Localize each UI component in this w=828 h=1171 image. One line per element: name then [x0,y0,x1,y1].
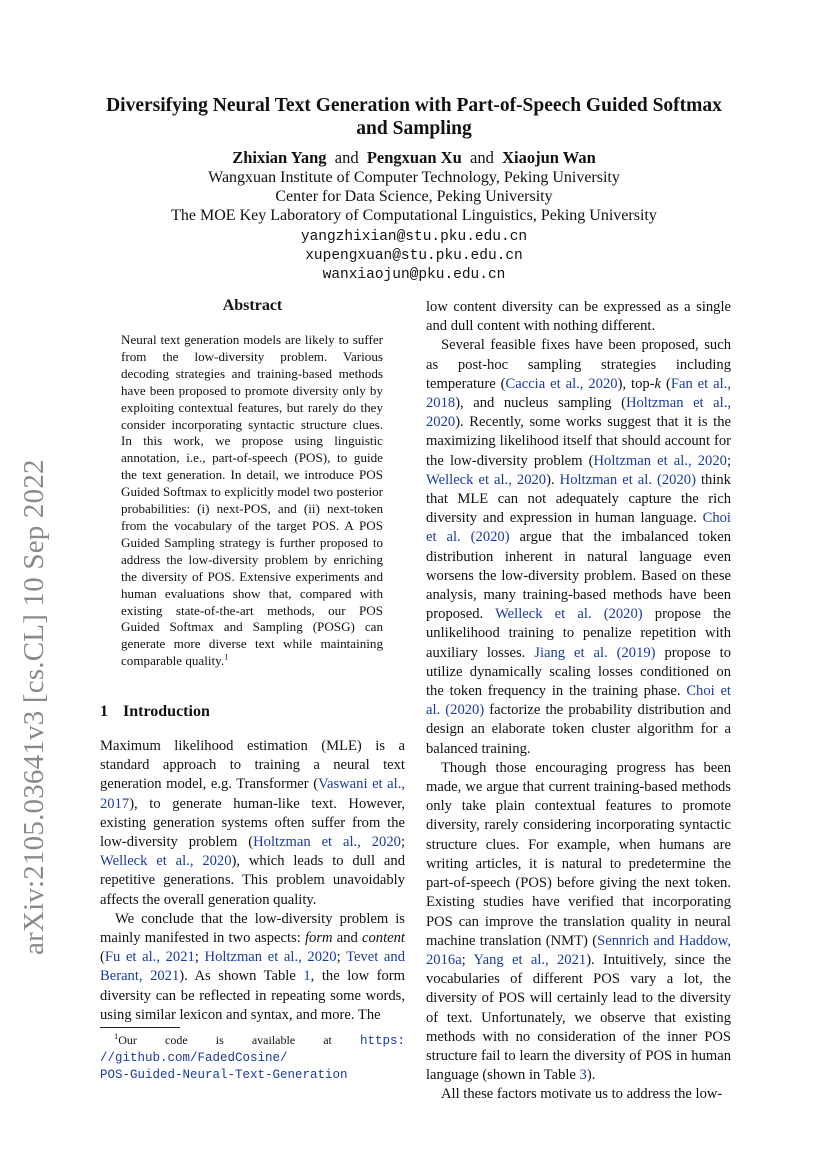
abstract-heading: Abstract [222,297,283,314]
author-email[interactable]: xupengxuan@stu.pku.edu.cn [305,248,523,264]
affiliation-line: The MOE Key Laboratory of Computational Linguistics, Peking University [171,207,657,224]
author-name: Xiaojun Wan [502,148,596,167]
text-run: factorize the probability distribution and design an elaborate token cluster algorithm for a balanced training. [426,702,731,757]
citation-link[interactable]: Fu et al., 2021 [104,949,195,966]
text-run: ). Recently, some works suggest that it is the maximizing likelihood itself that should account for the low-diversity problem ( [426,414,731,469]
citation-link[interactable]: Caccia et al., 2020 [505,375,618,392]
text-run: and [332,930,363,947]
footnote-marker[interactable]: 1 [224,651,229,662]
text-run: ; [336,949,347,966]
citation-link[interactable]: Tevet and Berant, 2021 [100,949,405,985]
text-run: We conclude that the low-diversity problem is mainly manifested in two aspects: [100,910,405,947]
author-list [80,148,748,168]
citation-link[interactable]: Welleck et al., 2020 [100,853,232,870]
section-title: Introduction [123,703,210,720]
footnote-text: Our code is available at [118,1033,360,1047]
author-name: Pengxuan Xu [366,148,462,167]
citation-link[interactable]: Choi et al. (2020) [426,683,731,719]
footnote-url-link[interactable]: POS-Guided-Neural-Text-Generation [100,1068,348,1082]
title-line-2: and Sampling [356,118,472,139]
citation-link[interactable]: Sennrich and Haddow, 2016a [426,932,731,968]
text-run: ; [461,951,474,968]
text-run: Though those encouraging progress has been made, we argue that current training-based methods only take plain contextual features to promote diversity, rarely considering incorporating syntactic structure clues. For example, when humans are writing articles, it is natural to predetermine the part-of-speech (POS) before giving the next token. Existing studies have verified that incorporating POS can improve the translation quality in neural machine translation (NMT) ( [426,759,731,949]
paragraph [426,759,731,1085]
text-run: argue that the imbalanced token distribution inherent in natural language even worsens the low-diversity problem. Based on these analysis, many training-based methods have been proposed. [426,529,731,623]
footnote-line [100,1032,405,1049]
footnote-line [100,1066,405,1083]
citation-link[interactable]: Holtzman et al. (2020) [559,471,696,488]
paragraph [100,737,405,910]
text-run: ; [726,452,732,469]
text-run: ). [586,1067,596,1084]
emphasized-text: form [304,930,333,947]
author-email[interactable]: yangzhixian@stu.pku.edu.cn [300,229,528,245]
paragraph [426,1085,731,1104]
abstract-body: Neural text generation models are likely to suffer from the low-diversity problem. Various decoding strategies and training-based methods have been proposed to promote diversity only by exploiting contextual features, but rarely do they consider incorporating syntactic structure clues. In this work, we propose using linguistic annotation, i.e., part-of-speech (POS), to guide the text generation. In detail, we introduce POS Guided Softmax to explicitly model two posterior probabilities: (i) next-POS, and (ii) next-token from the vocabulary of the target POS. A POS Guided Sampling strategy is further proposed to address the low-diversity problem by enriching the diversity of POS. Extensive experiments and human evaluations show that, compared with existing state-of-the-art methods, our POS Guided Softmax and Sampling (POSG) can generate more diverse text while maintaining comparable quality. [121,332,383,669]
citation-link[interactable]: Vaswani et al., 2017 [100,776,405,812]
footnote-url-link[interactable]: //github.com/FadedCosine/ [100,1051,288,1065]
citation-link[interactable]: 3 [579,1067,587,1084]
text-run: think that MLE can not adequately capture the rich diversity and expression in human language. [426,471,731,527]
footnote-rule [100,1027,180,1028]
right-column-body [426,298,731,1105]
citation-link[interactable]: Welleck et al., 2020 [426,471,547,488]
text-run: ( [100,949,105,966]
text-run: All these factors motivate us to address the low- [441,1086,723,1103]
author-email[interactable]: wanxiaojun@pku.edu.cn [322,267,506,283]
title-line-1: Diversifying Neural Text Generation with Part-of-Speech Guided Softmax [106,95,722,116]
affiliation-line: Wangxuan Institute of Computer Technology, Peking University [208,169,620,186]
text-run: ). [546,471,560,488]
paragraph [426,298,731,336]
paper-title [80,94,748,140]
footnote-url-link[interactable]: https: [359,1034,405,1048]
text-run: ), which leads to dull and repetitive generations. This problem unavoidably affects the overall generation quality. [100,853,405,908]
text-run: low content diversity can be expressed as a single and dull content with nothing different. [426,299,731,335]
citation-link[interactable]: Holtzman et al., 2020 [426,395,731,431]
text-run: ), and nucleus sampling ( [455,395,626,412]
text-run: ), to generate human-like text. However, existing generation systems often suffer from the low-diversity problem ( [100,795,405,851]
citation-link[interactable]: Choi et al. (2020) [426,510,731,546]
left-column-body [100,737,405,1025]
author-separator: and [334,148,359,167]
citation-link[interactable]: Holtzman et al., 2020 [593,452,727,469]
citation-link[interactable]: Welleck et al. (2020) [495,606,643,623]
text-run: ; [400,834,405,851]
section-heading-introduction [100,703,210,721]
citation-link[interactable]: Jiang et al. (2019) [534,644,656,661]
citation-link[interactable]: 1 [303,968,311,985]
author-separator: and [470,148,494,167]
citation-link[interactable]: Holtzman et al., 2020 [253,834,401,851]
citation-link[interactable]: Fan et al., 2018 [426,375,731,412]
text-run: Several feasible fixes have been proposed, such as post-hoc sampling strategies including temperature ( [426,337,731,392]
text-run: , the low form diversity can be reflected in repeating some words, using similar lexicon and syntax, and more. The [100,968,406,1023]
paragraph [426,336,731,758]
author-name: Zhixian Yang [232,148,327,167]
text-run: ). Intuitively, since the vocabularies of different POS vary a lot, the diversity of POS will certainly lead to the diversity of text. Unfortunately, we observe that existing methods with no consideration of the inner POS structure fail to learn the diversity of POS in human language (shown in Table [426,951,731,1084]
footnote-number: 1 [114,1031,119,1041]
paragraph [100,910,405,1025]
text-run: Maximum likelihood estimation (MLE) is a standard approach to training a neural text generation model, e.g. Transformer ( [100,738,405,793]
affiliation-line: Center for Data Science, Peking University [275,188,553,205]
citation-link[interactable]: Holtzman et al., 2020 [204,949,337,966]
text-run: ; [194,949,205,966]
emphasized-text: content [362,930,405,947]
arxiv-identifier-sidebar: arXiv:2105.03641v3 [cs.CL] 10 Sep 2022 [18,459,50,955]
emphasized-text: k [654,375,662,392]
text-run: propose to utilize dynamically scaling losses conditioned on the token frequency in the training phase. [426,644,731,700]
text-run: propose the unlikelihood training to penalize repetition with auxiliary losses. [426,606,731,661]
citation-link[interactable]: Yang et al., 2021 [473,951,587,968]
text-run: ( [661,375,671,392]
footnote-line [100,1049,405,1066]
text-run: ). As shown Table [179,968,304,985]
footnote [100,1032,405,1083]
abstract-text [121,332,383,670]
text-run: ), top- [617,375,655,392]
section-number: 1 [100,703,108,720]
